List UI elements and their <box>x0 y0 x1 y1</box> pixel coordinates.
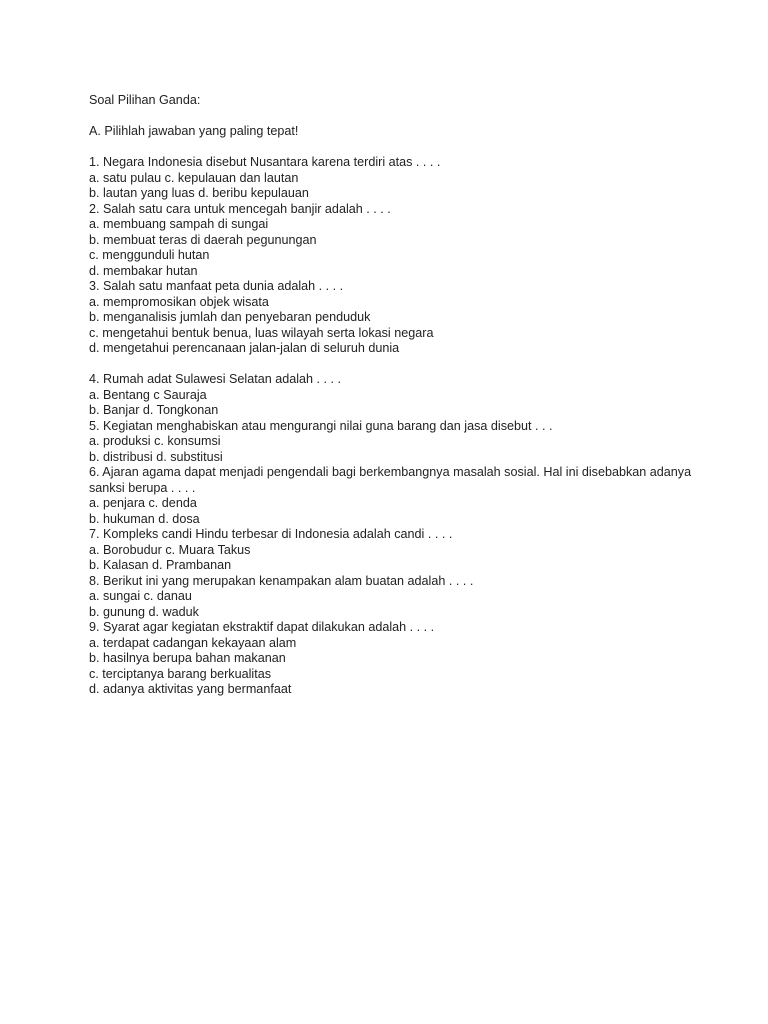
option-line: c. mengetahui bentuk benua, luas wilayah serta lokasi negara <box>89 325 434 340</box>
spacer <box>89 357 729 373</box>
option-line: d. membakar hutan <box>89 263 198 278</box>
option-line: a. satu pulau c. kepulauan dan lautan <box>89 170 299 185</box>
option-line: a. produksi c. konsumsi <box>89 434 221 448</box>
option-line: a. sungai c. danau <box>89 589 192 603</box>
option-line: b. Kalasan d. Prambanan <box>89 558 232 572</box>
option-line: c. menggunduli hutan <box>89 248 210 262</box>
question-line: 8. Berikut ini yang merupakan kenampakan alam buatan adalah . . . . <box>89 573 474 588</box>
option-line: a. terdapat cadangan kekayaan alam <box>89 635 297 650</box>
question-6-text: 6. Ajaran agama dapat menjadi pengendali bagi berkembangnya masalah sosial. Hal ini disebabkan adanya sanksi berupa . . . . <box>89 465 692 495</box>
option-line: a. Bentang c Sauraja <box>89 387 207 402</box>
option-line: a. Borobudur c. Muara Takus <box>89 542 251 557</box>
option-line: a. penjara c. denda <box>89 496 197 510</box>
questions-block-2a <box>89 372 729 465</box>
option-line: b. hasilnya berupa bahan makanan <box>89 651 286 665</box>
option-line: b. hukuman d. dosa <box>89 511 200 526</box>
option-line: d. adanya aktivitas yang bermanfaat <box>89 682 292 696</box>
question-line: 5. Kegiatan menghabiskan atau mengurangi nilai guna barang dan jasa disebut . . . <box>89 418 553 433</box>
option-line: b. distribusi d. substitusi <box>89 449 223 464</box>
question-line: 4. Rumah adat Sulawesi Selatan adalah . . . . <box>89 372 342 386</box>
document-page <box>89 93 729 698</box>
option-line: a. membuang sampah di sungai <box>89 217 269 231</box>
spacer <box>89 109 729 125</box>
option-line: b. menganalisis jumlah dan penyebaran penduduk <box>89 310 371 324</box>
question-line: 9. Syarat agar kegiatan ekstraktif dapat dilakukan adalah . . . . <box>89 620 435 634</box>
option-line: d. mengetahui perencanaan jalan-jalan di seluruh dunia <box>89 341 400 355</box>
question-line: 2. Salah satu cara untuk mencegah banjir adalah . . . . <box>89 201 391 216</box>
option-line: b. Banjar d. Tongkonan <box>89 403 219 417</box>
option-line: b. gunung d. waduk <box>89 604 199 619</box>
question-line: 1. Negara Indonesia disebut Nusantara karena terdiri atas . . . . <box>89 155 441 169</box>
questions-block-2b <box>89 496 729 698</box>
question-line: 7. Kompleks candi Hindu terbesar di Indonesia adalah candi . . . . <box>89 527 453 541</box>
document-title: Soal Pilihan Ganda: <box>89 93 201 107</box>
spacer <box>89 140 729 156</box>
option-line: a. mempromosikan objek wisata <box>89 294 269 309</box>
questions-block-1 <box>89 155 729 357</box>
option-line: b. membuat teras di daerah pegunungan <box>89 232 317 247</box>
instruction-text: A. Pilihlah jawaban yang paling tepat! <box>89 124 299 138</box>
question-line: 3. Salah satu manfaat peta dunia adalah . . . . <box>89 279 344 293</box>
option-line: c. terciptanya barang berkualitas <box>89 666 272 681</box>
option-line: b. lautan yang luas d. beribu kepulauan <box>89 186 309 200</box>
